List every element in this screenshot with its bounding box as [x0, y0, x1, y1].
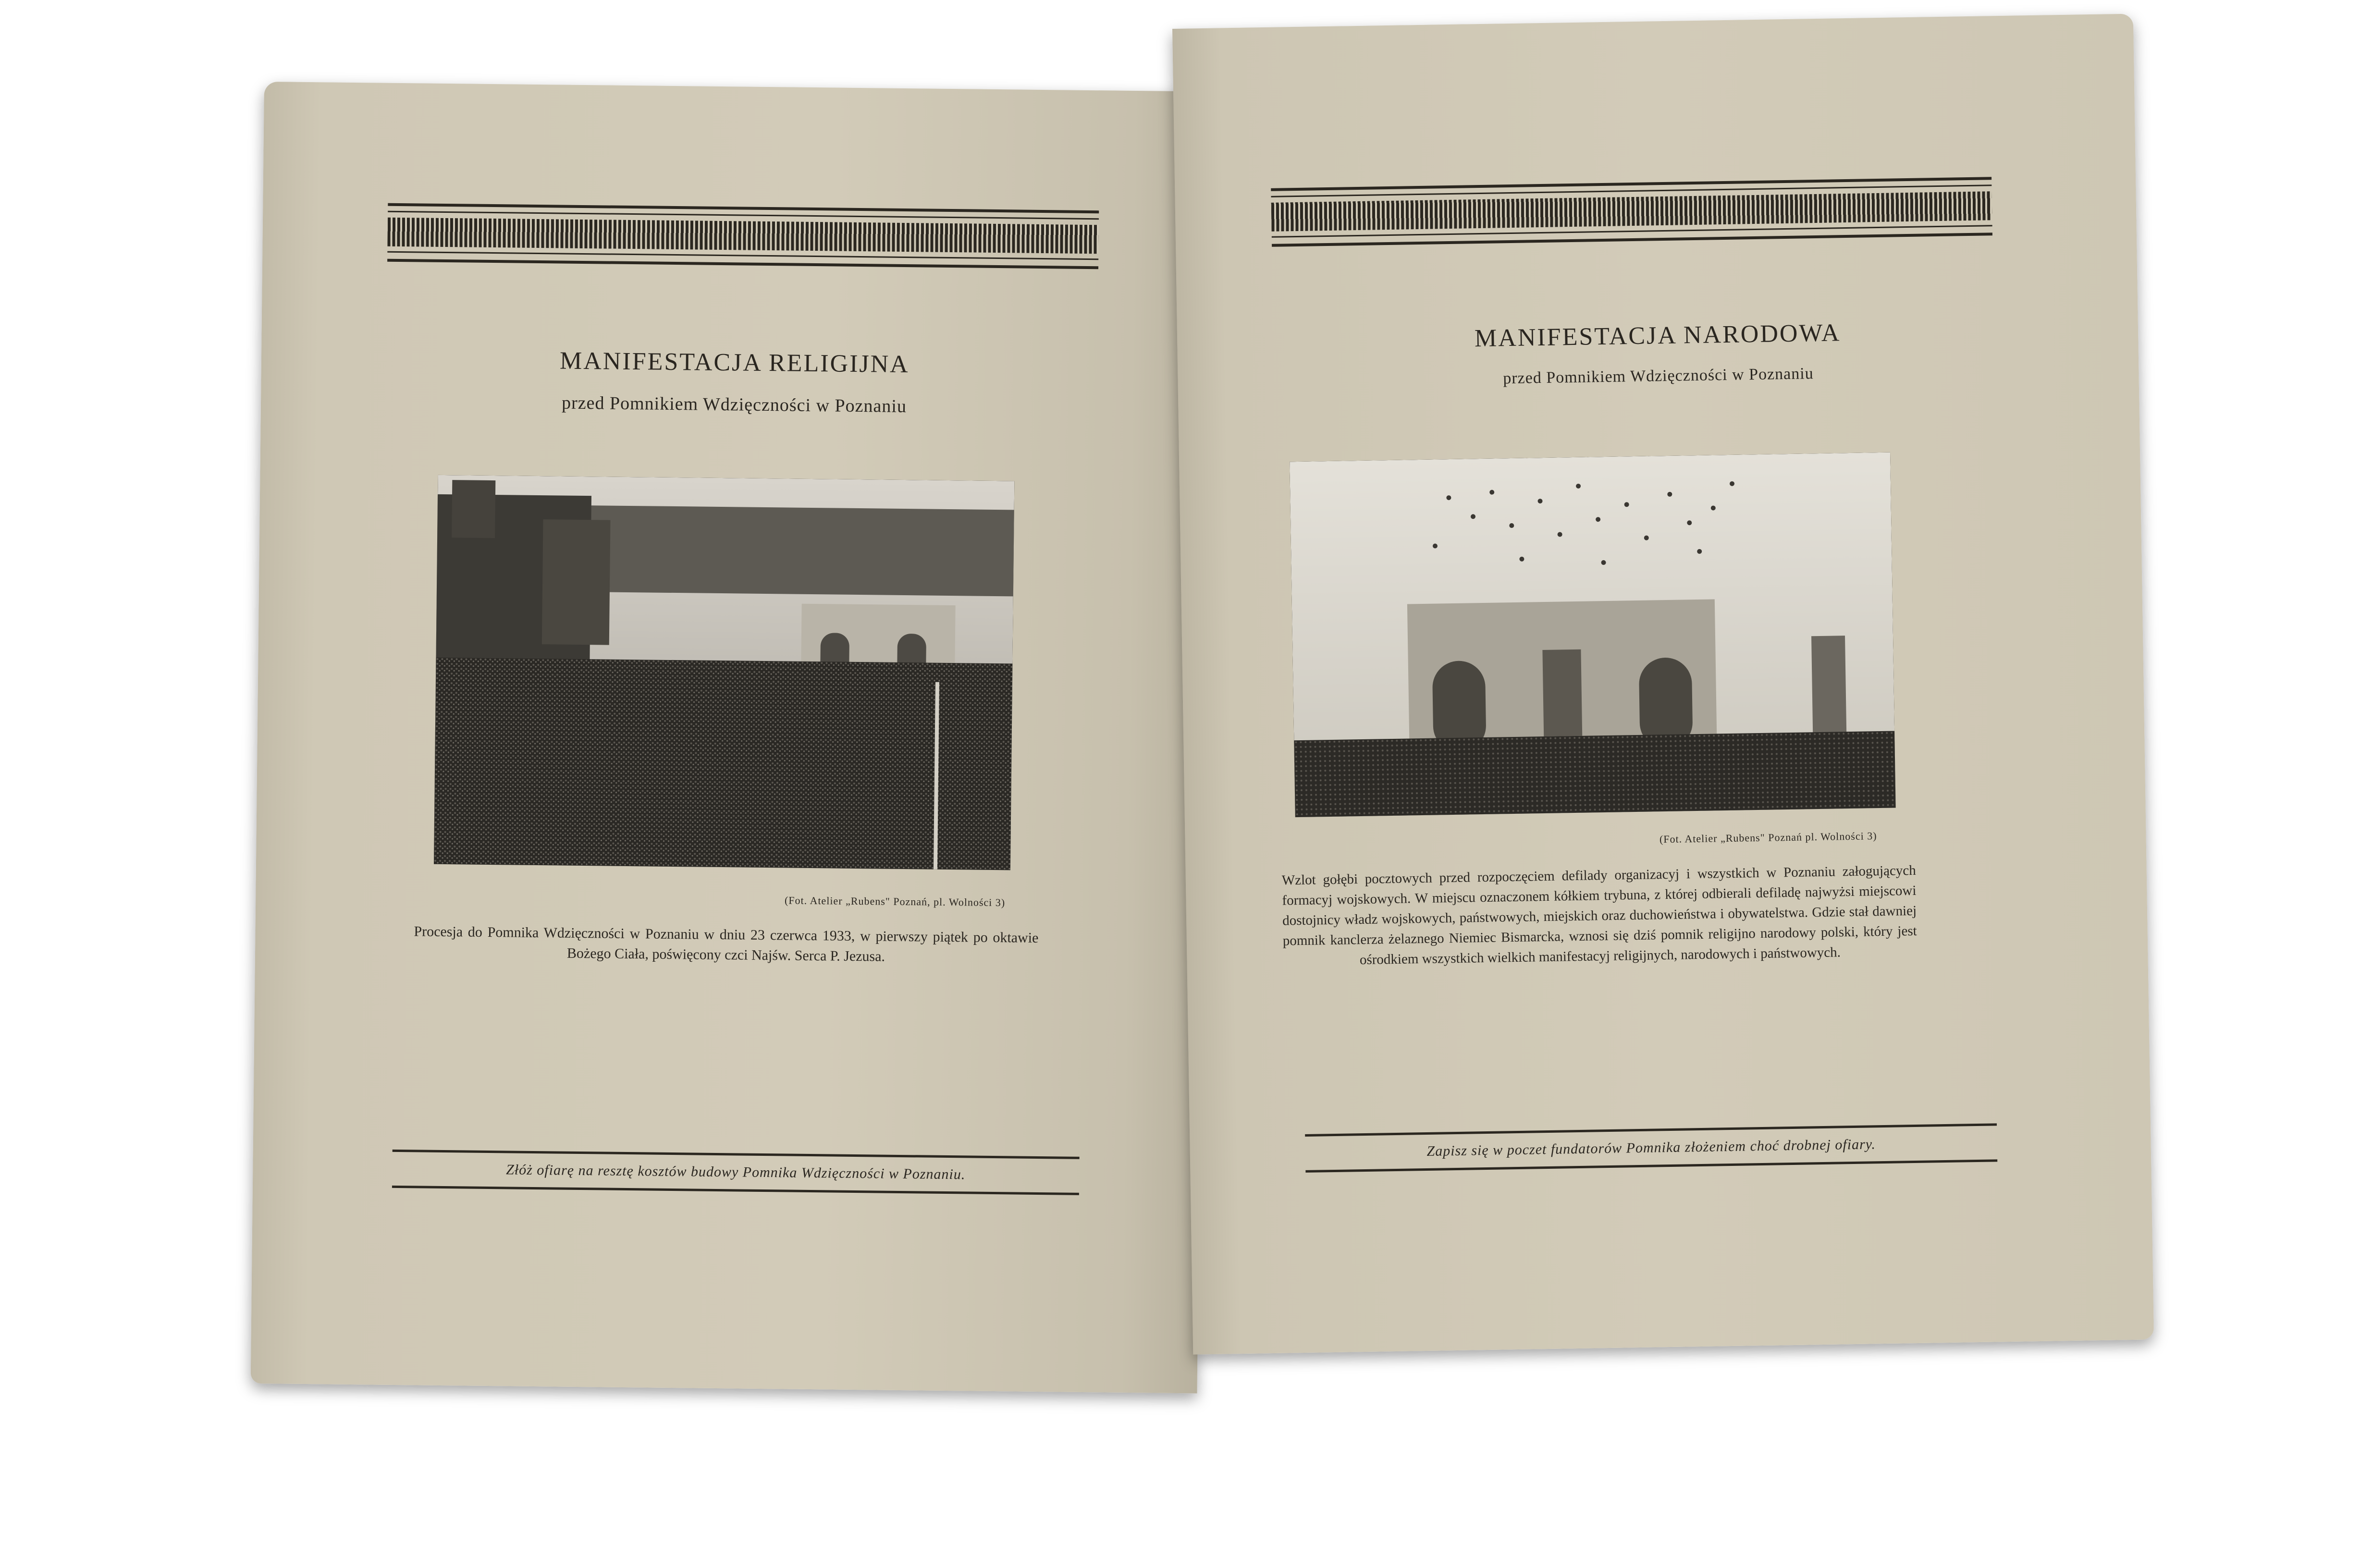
- header-ornament: [1271, 177, 1992, 260]
- page-footer: Złóż ofiarę na resztę kosztów budowy Pomnika Wdzięczności w Poznaniu.: [392, 1150, 1080, 1195]
- photo-caption: Procesja do Pomnika Wdzięczności w Poznaniu w dniu 23 czerwca 1933, w pierwszy piątek po oktawie Bożego Ciała, poświęcony czci Najśw. Serca P. Jezusa.: [414, 923, 1039, 965]
- page-title: MANIFESTACJA NARODOWA: [1474, 319, 1841, 353]
- left-page: [251, 82, 1211, 1393]
- photo-caption: Wzlot gołębi pocztowych przed rozpoczęciem defilady organizacyj i wszystkich w Poznaniu załogujących formacyj wojskowych. W miejscu oznaczonem kółkiem trybuna, z której odbierali defiladę najwyżsi miejscowi dostojnicy władz wojskowych, państwowych, miejskich oraz duchowieństwa i obywatelstwa. Gdzie stał dawniej pomnik kanclerza żelaznego Niemiec Bismarcka, wznosi się dziś pomnik religijno narodowy polski, który jest ośrodkiem wszystkich wielkich manifestacyj religijnych, narodowych i państwowych.: [1281, 862, 1917, 968]
- page-footer: Zapisz się w poczet fundatorów Pomnika złożeniem choć drobnej ofiary.: [1305, 1123, 1997, 1173]
- page-title: MANIFESTACJA RELIGIJNA: [559, 347, 910, 379]
- pigeons-photo: [1290, 453, 1895, 818]
- page-subtitle: przed Pomnikiem Wdzięczności w Poznaniu: [561, 392, 907, 417]
- page-subtitle: przed Pomnikiem Wdzięczności w Poznaniu: [1503, 365, 1814, 388]
- photo-credit: (Fot. Atelier „Rubens" Poznań, pl. Wolności 3): [784, 894, 1006, 909]
- procession-photo: [434, 475, 1014, 870]
- photo-credit: (Fot. Atelier „Rubens" Poznań pl. Wolności 3): [1659, 830, 1877, 845]
- right-page: [1172, 14, 2154, 1355]
- header-ornament: [387, 203, 1099, 282]
